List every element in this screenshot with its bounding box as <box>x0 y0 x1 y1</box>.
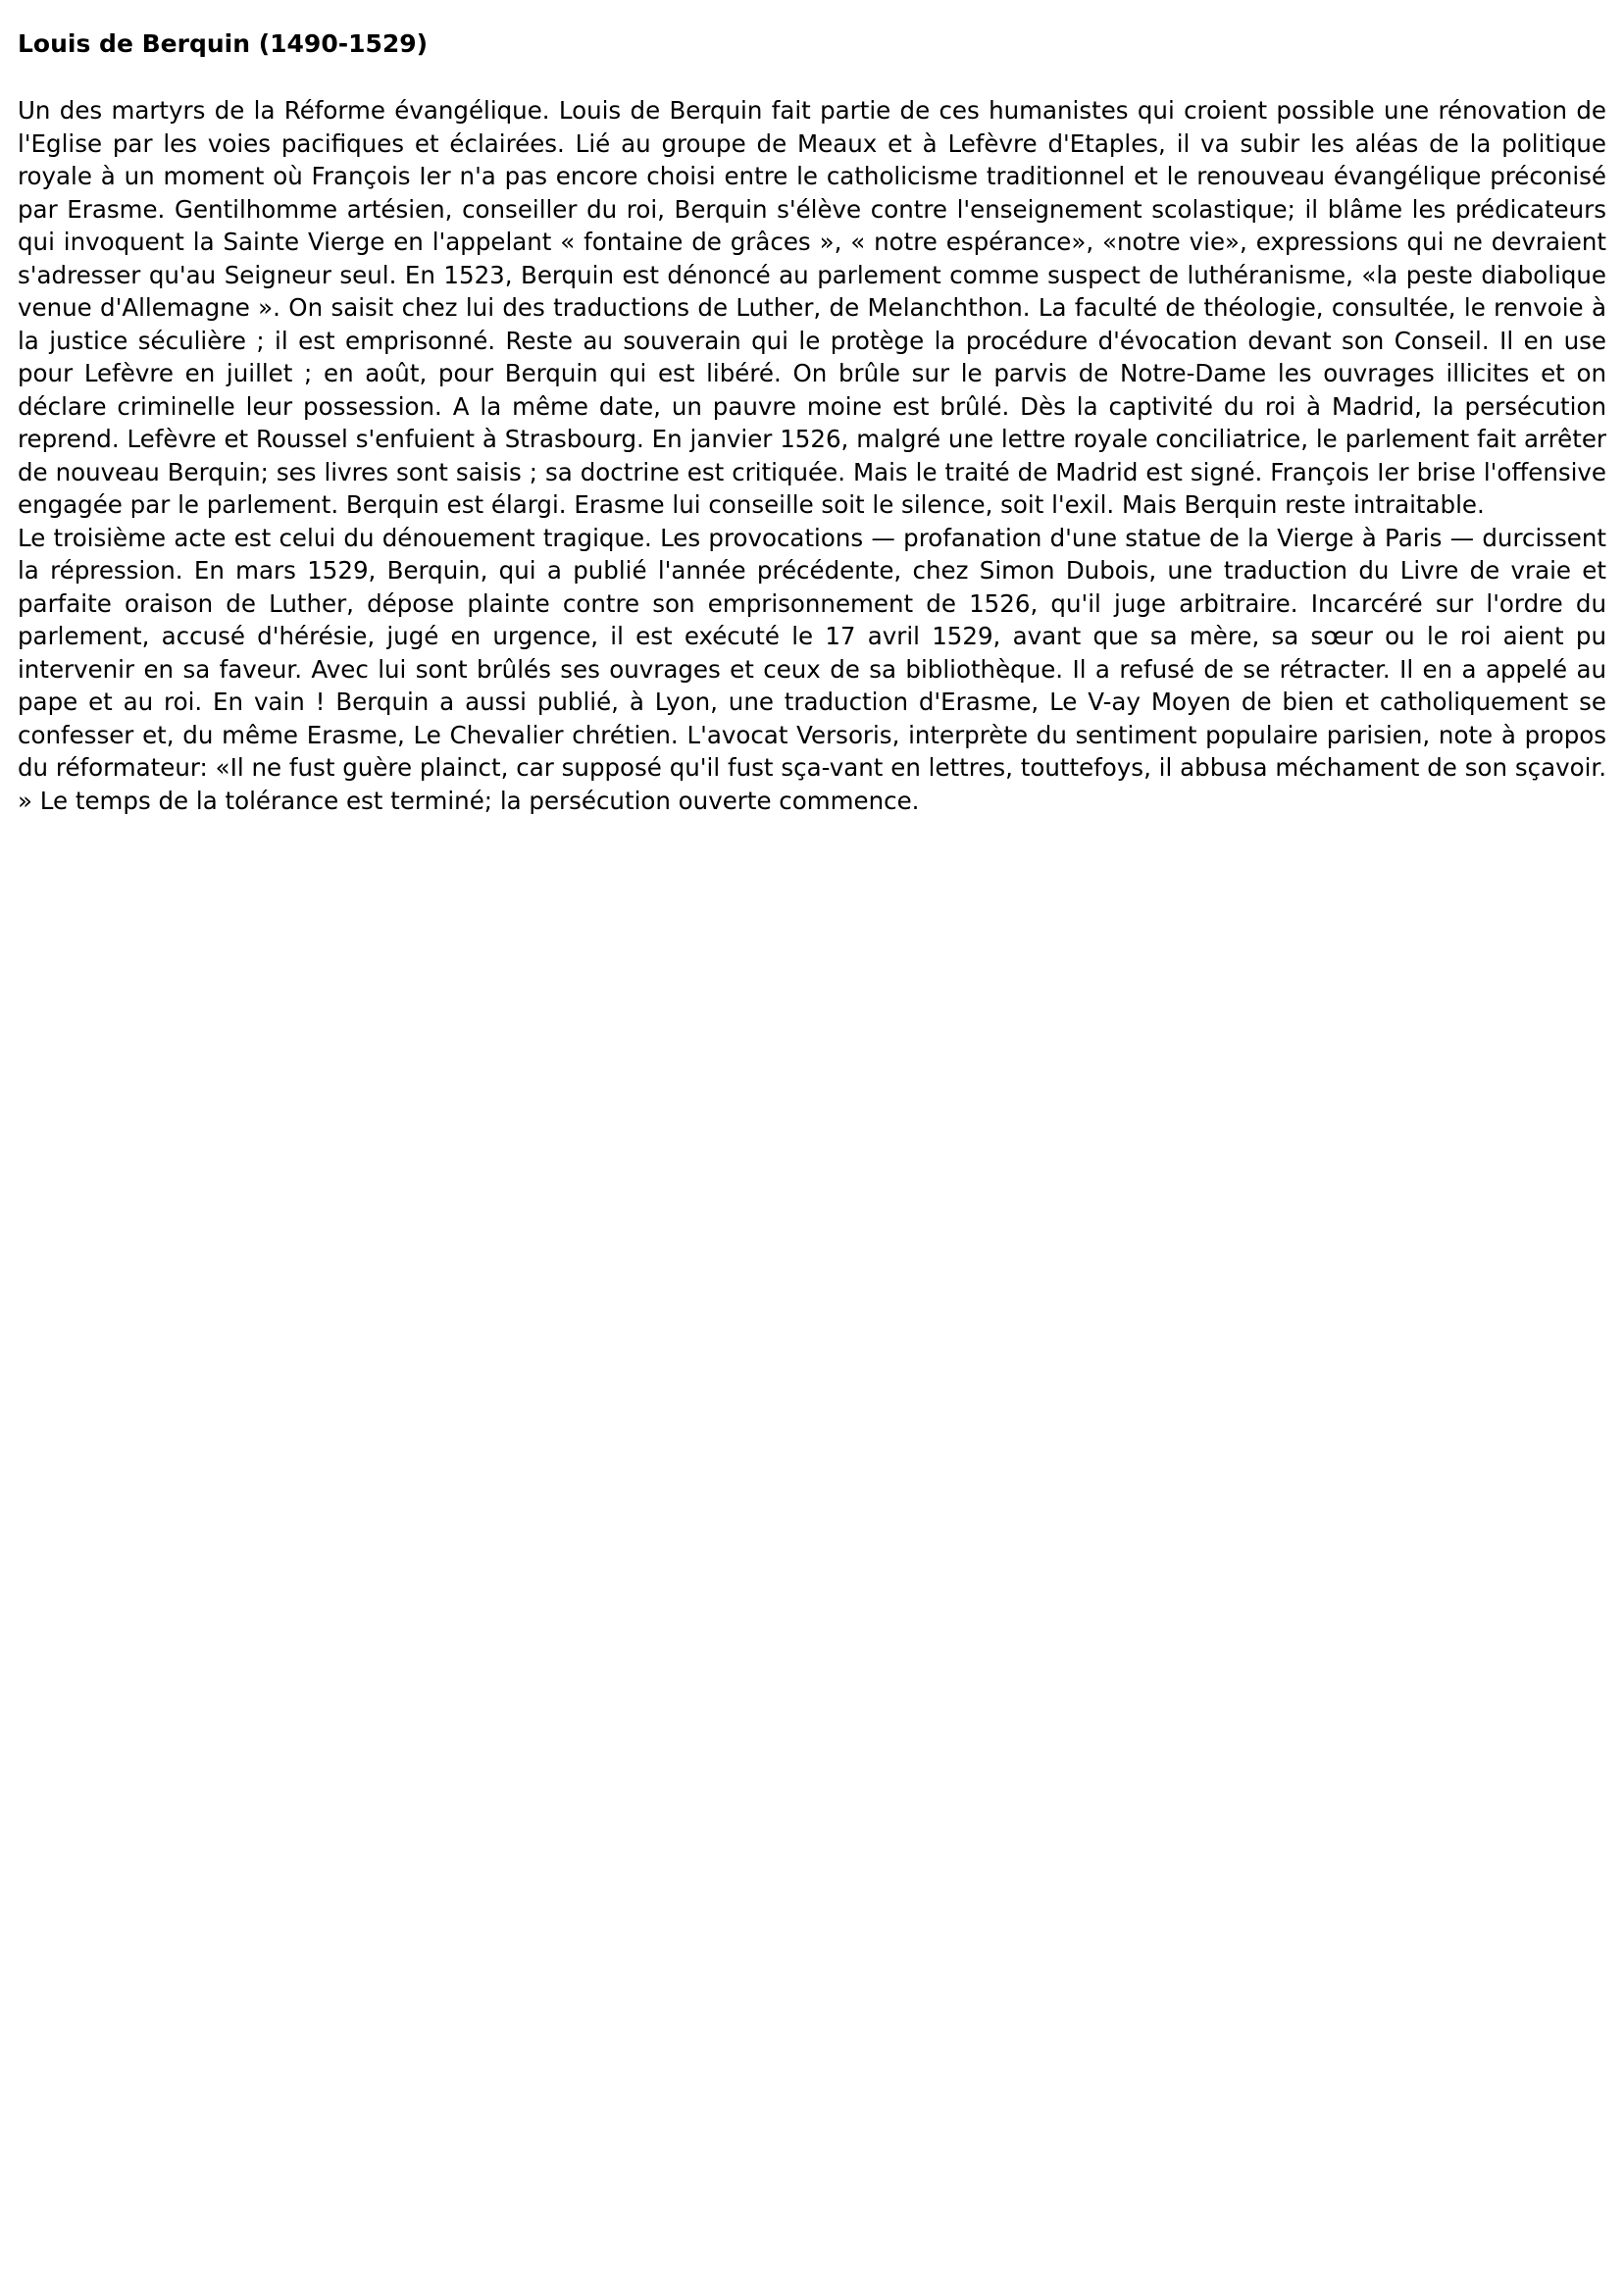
paragraph-1: Un des martyrs de la Réforme évangélique. Louis de Berquin fait partie de ces humanistes qui croient possible une rénovation de l'Eglise par les voies pacifiques et éclairées. Lié au groupe de Meaux et à Lefèvre d'Etaples, il va subir les aléas de la politique royale à un moment où François Ier n'a pas encore choisi entre le catholicisme traditionnel et le renouveau évangélique préconisé par Erasme. Gentilhomme artésien, conseiller du roi, Berquin s'élève contre l'enseignement scolastique; il blâme les prédicateurs qui invoquent la Sainte Vierge en l'appelant « fontaine de grâces », « notre espérance», «notre vie», expressions qui ne devraient s'adresser qu'au Seigneur seul. En 1523, Berquin est dénoncé au parlement comme suspect de luthéranisme, «la peste diabolique venue d'Allemagne ». On saisit chez lui des traductions de Luther, de Melanchthon. La faculté de théologie, consultée, le renvoie à la justice séculière ; il est emprisonné. Reste au souverain qui le protège la procédure d'évocation devant son Conseil. Il en use pour Lefèvre en juillet ; en août, pour Berquin qui est libéré. On brûle sur le parvis de Notre-Dame les ouvrages illicites et on déclare criminelle leur possession. A la même date, un pauvre moine est brûlé. Dès la captivité du roi à Madrid, la persécution reprend. Lefèvre et Roussel s'enfuient à Strasbourg. En janvier 1526, malgré une lettre royale conciliatrice, le parlement fait arrêter de nouveau Berquin; ses livres sont saisis ; sa doctrine est critiquée. Mais le traité de Madrid est signé. François Ier brise l'offensive engagée par le parlement. Berquin est élargi. Erasme lui conseille soit le silence, soit l'exil. Mais Berquin reste intraitable. <box>18 96 1606 519</box>
paragraph-2: Le troisième acte est celui du dénouement tragique. Les provocations — profanation d'une statue de la Vierge à Paris — durcissent la répression. En mars 1529, Berquin, qui a publié l'année précédente, chez Simon Dubois, une traduction du Livre de vraie et parfaite oraison de Luther, dépose plainte contre son emprisonnement de 1526, qu'il juge arbitraire. Incarcéré sur l'ordre du parlement, accusé d'hérésie, jugé en urgence, il est exécuté le 17 avril 1529, avant que sa mère, sa sœur ou le roi aient pu intervenir en sa faveur. Avec lui sont brûlés ses ouvrages et ceux de sa bibliothèque. Il a refusé de se rétracter. Il en a appelé au pape et au roi. En vain ! Berquin a aussi publié, à Lyon, une traduction d'Erasme, Le V-ay Moyen de bien et catholiquement se confesser et, du même Erasme, Le Chevalier chrétien. L'avocat Versoris, interprète du sentiment populaire parisien, note à propos du réformateur: «Il ne fust guère plainct, car supposé qu'il fust sça-vant en lettres, touttefoys, il abbusa méchament de son sçavoir. » Le temps de la tolérance est terminé; la persécution ouverte commence. <box>18 523 1606 815</box>
document-page <box>18 27 1606 817</box>
document-title: Louis de Berquin (1490-1529) <box>18 29 429 58</box>
